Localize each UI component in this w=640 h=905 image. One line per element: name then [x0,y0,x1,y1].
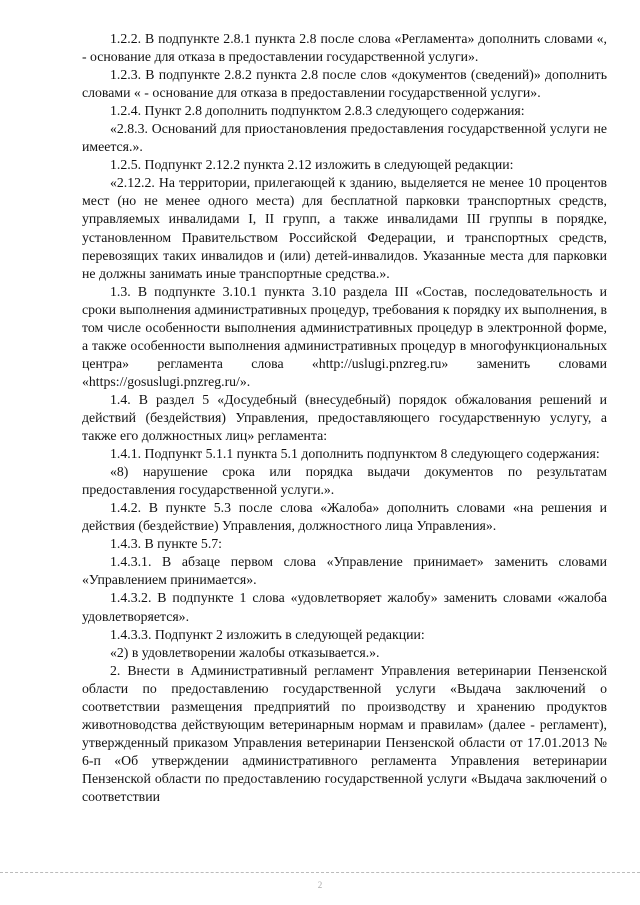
document-body [82,30,607,806]
paragraph-2-12-2-quote: «2.12.2. На территории, прилегающей к зданию, выделяется не менее 10 процентов мест (но не менее одного места) для бесплатной парковки транспортных средств, управляемых инвалидами I, II групп, а также инвалидами III группы в порядке, установленном Правительством Российской Федерации, и транспортных средств, перевозящих таких инвалидов и (или) детей-инвалидов. Указанные места для парковки не должны занимать иные транспортные средства.». [82,175,607,281]
paragraph-1-2-5: 1.2.5. Подпункт 2.12.2 пункта 2.12 изложить в следующей редакции: [110,157,514,173]
paragraph-1-4-2: 1.4.2. В пункте 5.3 после слова «Жалоба» дополнить словами «на решения и действия (бездействие) Управления, должностного лица Управления». [82,500,607,534]
page-bottom-rule [0,872,640,873]
paragraph-1-2-4: 1.2.4. Пункт 2.8 дополнить подпунктом 2.8.3 следующего содержания: [110,103,525,119]
paragraph-1-4-1: 1.4.1. Подпункт 5.1.1 пункта 5.1 дополнить подпунктом 8 следующего содержания: [110,446,600,462]
paragraph-1-2-2: 1.2.2. В подпункте 2.8.1 пункта 2.8 после слова «Регламента» дополнить словами «, - основание для отказа в предоставлении государственной услуги». [82,31,607,65]
paragraph-1-4-3-2: 1.4.3.2. В подпункте 1 слова «удовлетворяет жалобу» заменить словами «жалоба удовлетворяется». [82,590,607,624]
paragraph-1-4-3: 1.4.3. В пункте 5.7: [110,536,223,552]
paragraph-item-8-quote: «8) нарушение срока или порядка выдачи документов по результатам предоставления государственной услуги.». [82,464,607,498]
paragraph-1-4-3-1: 1.4.3.1. В абзаце первом слова «Управление принимает» заменить словами «Управлением принимается». [82,554,607,588]
paragraph-1-2-3: 1.2.3. В подпункте 2.8.2 пункта 2.8 после слов «документов (сведений)» дополнить словами « - основание для отказа в предоставлении государственной услуги». [82,67,607,101]
paragraph-2-8-3-quote: «2.8.3. Оснований для приостановления предоставления государственной услуги не имеется.». [82,121,607,155]
paragraph-item-2-quote: «2) в удовлетворении жалобы отказывается.». [110,644,380,660]
paragraph-2: 2. Внести в Административный регламент Управления ветеринарии Пензенской области по предоставлению государственной услуги «Выдача заключений о соответствии размещения предприятий по производству и хранению продуктов животноводства действующим ветеринарным нормам и правилам» (далее - регламент), утвержденный приказом Управления ветеринарии Пензенской области от 17.01.2013 № 6-п «Об утверждении административного регламента Управления ветеринарии Пензенской области по предоставлению государственной услуги «Выдача заключений о соответствии [82,662,607,804]
paragraph-1-4: 1.4. В раздел 5 «Досудебный (внесудебный) порядок обжалования решений и действий (бездействия) Управления, предоставляющего государственную услугу, а также его должностных лиц» регламента: [82,391,607,444]
paragraph-1-4-3-3: 1.4.3.3. Подпункт 2 изложить в следующей редакции: [110,626,425,642]
paragraph-1-3: 1.3. В подпункте 3.10.1 пункта 3.10 раздела III «Состав, последовательность и сроки выполнения административных процедур, требования к порядку их выполнения, в том числе особенности выполнения административных процедур в электронной форме, а также особенности выполнения административных процедур в многофункциональных центра» регламента слова «http://uslugi.pnzreg.ru» заменить словами «https://gosuslugi.pnzreg.ru/». [82,283,607,389]
page-number: 2 [317,880,323,890]
